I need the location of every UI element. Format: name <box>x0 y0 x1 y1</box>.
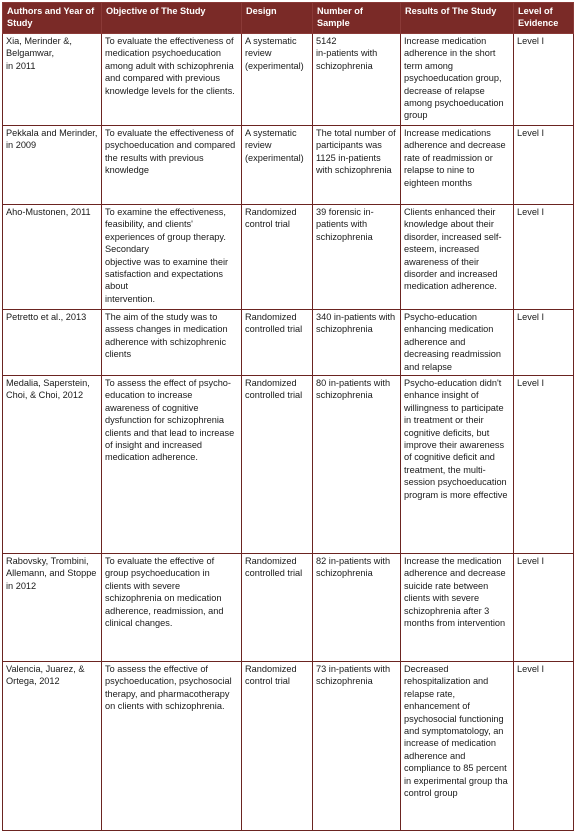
cell-design: Randomized controlled trial <box>242 310 313 376</box>
cell-design: A systematic review (experimental) <box>242 126 313 205</box>
cell-sample: 39 forensic in-patients with schizophrenia <box>313 205 401 310</box>
header-evidence-level: Level of Evidence <box>514 3 574 34</box>
header-row <box>3 3 574 34</box>
cell-sample: 73 in-patients with schizophrenia <box>313 662 401 831</box>
cell-evidence-level: Level I <box>514 205 574 310</box>
table-row <box>3 34 574 126</box>
cell-objective: To evaluate the effective of group psychoeducation in clients with severe schizophrenia on medication adherence, readmission, and clinical changes. <box>102 554 242 662</box>
cell-design: Randomized control trial <box>242 205 313 310</box>
cell-results: Increase medications adherence and decrease rate of readmission or relapse to nine to eighteen months <box>401 126 514 205</box>
cell-design: Randomized controlled trial <box>242 376 313 554</box>
header-sample: Number of Sample <box>313 3 401 34</box>
cell-objective: To assess the effective of psychoeducation, psychosocial therapy, and pharmacotherapy on clients with schizophrenia. <box>102 662 242 831</box>
cell-results: Decreased rehospitalization and relapse rate, enhancement of psychosocial functioning and symptomatology, an increase of medication adherence and compliance to 85 percent in experimental group tha control group <box>401 662 514 831</box>
cell-evidence-level: Level I <box>514 662 574 831</box>
cell-authors: Aho-Mustonen, 2011 <box>3 205 102 310</box>
cell-sample: 80 in-patients with schizophrenia <box>313 376 401 554</box>
cell-results: Increase medication adherence in the short term among psychoeducation group, decrease of relapse among psychoeducation group <box>401 34 514 126</box>
table-row <box>3 310 574 376</box>
cell-objective: To evaluate the effectiveness of medication psychoeducation among adult with schizophrenia and compared with previous knowledge levels for the clients. <box>102 34 242 126</box>
cell-authors: Petretto et al., 2013 <box>3 310 102 376</box>
cell-authors: Pekkala and Merinder, in 2009 <box>3 126 102 205</box>
cell-evidence-level: Level I <box>514 376 574 554</box>
cell-sample: 82 in-patients with schizophrenia <box>313 554 401 662</box>
evidence-table <box>2 2 574 831</box>
table-row <box>3 376 574 554</box>
cell-authors: Rabovsky, Trombini, Allemann, and Stoppe in 2012 <box>3 554 102 662</box>
cell-results: Psycho-education didn't enhance insight of willingness to participate in treatment or their cognitive deficits, but improve their awareness of cognitive deficit and treatment, the multi-session psychoeducation program is more effective <box>401 376 514 554</box>
cell-design: A systematic review (experimental) <box>242 34 313 126</box>
cell-authors: Valencia, Juarez, & Ortega, 2012 <box>3 662 102 831</box>
table-row <box>3 554 574 662</box>
cell-evidence-level: Level I <box>514 554 574 662</box>
cell-sample: 340 in-patients with schizophrenia <box>313 310 401 376</box>
cell-authors: Xia, Merinder &, Belgamwar, in 2011 <box>3 34 102 126</box>
cell-design: Randomized control trial <box>242 662 313 831</box>
cell-evidence-level: Level I <box>514 310 574 376</box>
table-body <box>3 34 574 831</box>
header-design: Design <box>242 3 313 34</box>
header-results: Results of The Study <box>401 3 514 34</box>
cell-design: Randomized controlled trial <box>242 554 313 662</box>
table-header <box>3 3 574 34</box>
cell-evidence-level: Level I <box>514 126 574 205</box>
cell-objective: To examine the effectiveness, feasibility, and clients' experiences of group therapy. Secondary objective was to examine their satisfaction and expectations about intervention. <box>102 205 242 310</box>
cell-authors: Medalia, Saperstein, Choi, & Choi, 2012 <box>3 376 102 554</box>
cell-results: Psycho-education enhancing medication adherence and decreasing readmission and relapse <box>401 310 514 376</box>
table-row <box>3 126 574 205</box>
cell-objective: The aim of the study was to assess changes in medication adherence with schizophrenic clients <box>102 310 242 376</box>
cell-evidence-level: Level I <box>514 34 574 126</box>
header-authors: Authors and Year of Study <box>3 3 102 34</box>
table-row <box>3 662 574 831</box>
cell-objective: To evaluate the effectiveness of psychoeducation and compared the results with previous knowledge <box>102 126 242 205</box>
header-objective: Objective of The Study <box>102 3 242 34</box>
cell-results: Clients enhanced their knowledge about their disorder, increased self-esteem, increased awareness of their disorder and increased medication adherence. <box>401 205 514 310</box>
table-row <box>3 205 574 310</box>
cell-sample: 5142 in-patients with schizophrenia <box>313 34 401 126</box>
cell-sample: The total number of participants was 1125 in-patients with schizophrenia <box>313 126 401 205</box>
cell-objective: To assess the effect of psycho-education to increase awareness of cognitive dysfunction for schizophrenia clients and that lead to increase of insight and increased medication adherence. <box>102 376 242 554</box>
cell-results: Increase the medication adherence and decrease suicide rate between clients with severe schizophrenia after 3 months from intervention <box>401 554 514 662</box>
